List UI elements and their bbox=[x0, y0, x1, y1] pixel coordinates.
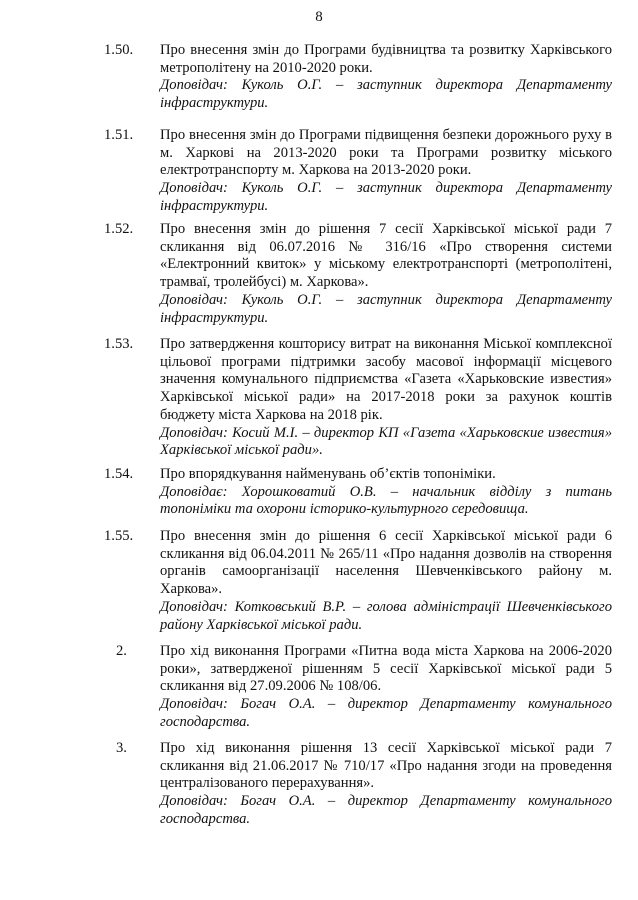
item-title: Про внесення змін до рішення 7 сесії Харківської міської ради 7 скликання від 06.07.2016 № 316/16 «Про створення системи «Електронний квиток» у міському електротранспорті (метрополітені, трамваї, тролейбусі) м. Харкова». bbox=[160, 221, 612, 291]
item-speaker: Доповідач: Богач О.А. – директор Департаменту комунального господарства. bbox=[160, 696, 612, 730]
item-speaker: Доповідач: Котковський В.Р. – голова адміністрації Шевченківського району Харківської міської ради. bbox=[160, 598, 612, 633]
item-title: Про затвердження кошторису витрат на виконання Міської комплексної цільової програми підтримки засобу масової інформації місцевого значення комунального підприємства «Газета «Харьковские известия» Харківської міської ради» на 2017-2018 роки за рахунок коштів бюджету міста Харкова на 2018 рік. bbox=[160, 336, 612, 423]
item-number: 1.53. bbox=[104, 336, 134, 352]
item-number: 1.51. bbox=[104, 127, 134, 143]
item-speaker: Доповідач: Куколь О.Г. – заступник директора Департаменту інфраструктури. bbox=[160, 180, 612, 214]
item-number: 1.50. bbox=[104, 42, 134, 58]
item-title: Про хід виконання рішення 13 сесії Харківської міської ради 7 скликання від 21.06.2017 № 710/17 «Про надання згоди на проведення централізованого перерахування». bbox=[160, 740, 612, 792]
item-title: Про внесення змін до Програми підвищення безпеки дорожнього руху в м. Харкові на 2013-2020 роки та Програми розвитку міського електротранспорту м. Харкова на 2013-2020 роки. bbox=[160, 127, 612, 179]
item-number: 1.55. bbox=[104, 528, 134, 544]
page-number: 8 bbox=[315, 9, 323, 25]
item-speaker: Доповідач: Куколь О.Г. – заступник директора Департаменту інфраструктури. bbox=[160, 291, 612, 326]
item-number: 1.52. bbox=[104, 221, 134, 237]
item-title: Про внесення змін до Програми будівництва та розвитку Харківського метрополітену на 2010-2020 роки. bbox=[160, 42, 612, 76]
item-speaker: Доповідач: Косий М.І. – директор КП «Газета «Харьковские известия» Харківської міської ради». bbox=[160, 424, 612, 459]
item-title: Про впорядкування найменувань об’єктів топоніміки. bbox=[160, 466, 496, 482]
item-title: Про внесення змін до рішення 6 сесії Харківської міської ради 6 скликання від 06.04.2011 № 265/11 «Про надання дозволів на створення органів самоорганізації населення Шевченківського району м. Харкова». bbox=[160, 528, 612, 598]
item-number: 3. bbox=[116, 740, 127, 756]
item-speaker: Доповідає: Хорошковатий О.В. – начальник відділу з питань топоніміки та охорони історико-культурного середовища. bbox=[160, 483, 612, 518]
item-number: 1.54. bbox=[104, 466, 134, 482]
item-speaker: Доповідач: Богач О.А. – директор Департаменту комунального господарства. bbox=[160, 793, 612, 827]
item-title: Про хід виконання Програми «Питна вода міста Харкова на 2006-2020 роки», затвердженої рішенням 5 сесії Харківської міської ради 5 скликання від 27.09.2006 № 108/06. bbox=[160, 643, 612, 695]
item-number: 2. bbox=[116, 643, 127, 659]
item-speaker: Доповідач: Куколь О.Г. – заступник директора Департаменту інфраструктури. bbox=[160, 77, 612, 112]
